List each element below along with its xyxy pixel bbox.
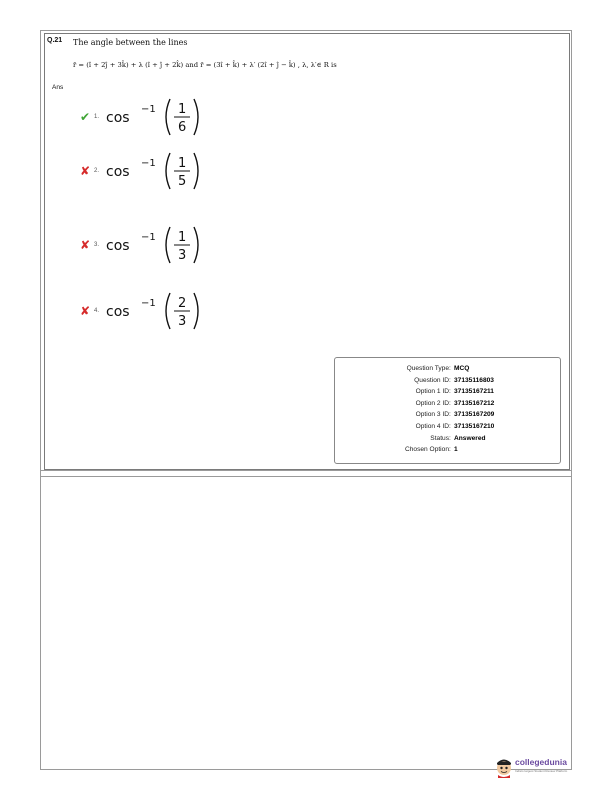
fraction-denominator: 3: [178, 248, 187, 263]
option-expression: [104, 151, 214, 191]
fraction-numerator: 1: [178, 156, 187, 171]
cross-icon: ✘: [80, 238, 91, 252]
check-icon: ✔: [80, 110, 91, 124]
option-number: 2.: [94, 168, 100, 174]
question-equation: r̄ = (î + 2ĵ + 3k̂) + λ (î + ĵ + 2k̂) and r̄ = (3î + k̂) + λ′ (2î + ĵ − k̂) , λ, λ′∈ R is: [73, 61, 337, 69]
option-expression: [104, 225, 214, 265]
question-details-panel: [334, 357, 561, 464]
fraction-denominator: 6: [178, 120, 187, 135]
detail-colon: :: [449, 388, 451, 396]
detail-value: 37135167210: [454, 423, 495, 430]
option-expression: [104, 291, 214, 331]
option-expression: [104, 97, 214, 137]
inverse-exponent: −1: [141, 232, 156, 243]
detail-colon: :: [449, 399, 451, 407]
detail-row: [335, 363, 562, 374]
detail-colon: :: [449, 423, 451, 430]
separator-line: [40, 470, 572, 471]
cross-icon: ✘: [80, 304, 91, 318]
inverse-exponent: −1: [141, 298, 156, 309]
left-paren: [166, 153, 170, 189]
right-paren: [194, 293, 198, 329]
inverse-exponent: −1: [141, 158, 156, 169]
left-paren: [166, 99, 170, 135]
detail-colon: :: [449, 376, 451, 384]
logo-tagline: India's largest Student Review Platform: [515, 769, 568, 773]
collegedunia-logo: [494, 754, 574, 780]
detail-row: [335, 421, 562, 432]
detail-row: [335, 433, 562, 444]
separator-line-2: [40, 476, 572, 477]
detail-row: [335, 444, 562, 455]
detail-colon: :: [449, 365, 451, 372]
fraction-numerator: 1: [178, 102, 187, 117]
detail-row: [335, 386, 562, 397]
detail-label: Option 4 ID: [415, 423, 449, 430]
answer-label: Ans: [52, 84, 64, 91]
question-text: The angle between the lines: [73, 38, 188, 47]
option-4: [80, 291, 240, 331]
detail-label: Option 2 ID: [415, 399, 449, 407]
detail-label: Status: [430, 434, 449, 442]
detail-row: [335, 409, 562, 420]
option-number: 4.: [94, 308, 100, 314]
fraction-numerator: 1: [178, 230, 187, 245]
question-number: Q.21: [47, 37, 63, 44]
option-number: 3.: [94, 242, 100, 248]
detail-value: MCQ: [454, 365, 470, 372]
cos-function: cos: [106, 110, 130, 126]
right-paren: [194, 99, 198, 135]
detail-label: Option 1 ID: [415, 388, 449, 396]
mascot-icon: [494, 756, 514, 778]
cross-icon: ✘: [80, 164, 91, 178]
fraction-denominator: 3: [178, 314, 187, 329]
detail-label: Option 3 ID: [415, 411, 449, 419]
detail-colon: :: [449, 434, 451, 442]
left-paren: [166, 227, 170, 263]
detail-value: 37135167212: [454, 399, 495, 407]
right-paren: [194, 153, 198, 189]
inverse-exponent: −1: [141, 104, 156, 115]
logo-text: collegedunia: [515, 757, 567, 767]
detail-label: Question ID: [414, 376, 449, 384]
detail-label: Chosen Option: [405, 446, 449, 454]
detail-label: Question Type: [406, 365, 449, 372]
option-number: 1.: [94, 114, 100, 120]
cos-function: cos: [106, 304, 130, 320]
detail-row: [335, 375, 562, 386]
detail-colon: :: [449, 411, 451, 419]
option-3: [80, 225, 240, 265]
fraction-denominator: 5: [178, 174, 187, 189]
cos-function: cos: [106, 164, 130, 180]
detail-value: 37135116803: [454, 376, 494, 384]
detail-value: Answered: [454, 434, 486, 442]
right-paren: [194, 227, 198, 263]
detail-value: 37135167209: [454, 411, 495, 419]
cos-function: cos: [106, 238, 130, 254]
detail-colon: :: [449, 446, 451, 454]
left-paren: [166, 293, 170, 329]
detail-value: 1: [454, 446, 458, 454]
option-2: [80, 151, 240, 191]
fraction-numerator: 2: [178, 296, 187, 311]
detail-value: 37135167211: [454, 388, 494, 396]
detail-row: [335, 398, 562, 409]
option-1: [80, 97, 240, 137]
